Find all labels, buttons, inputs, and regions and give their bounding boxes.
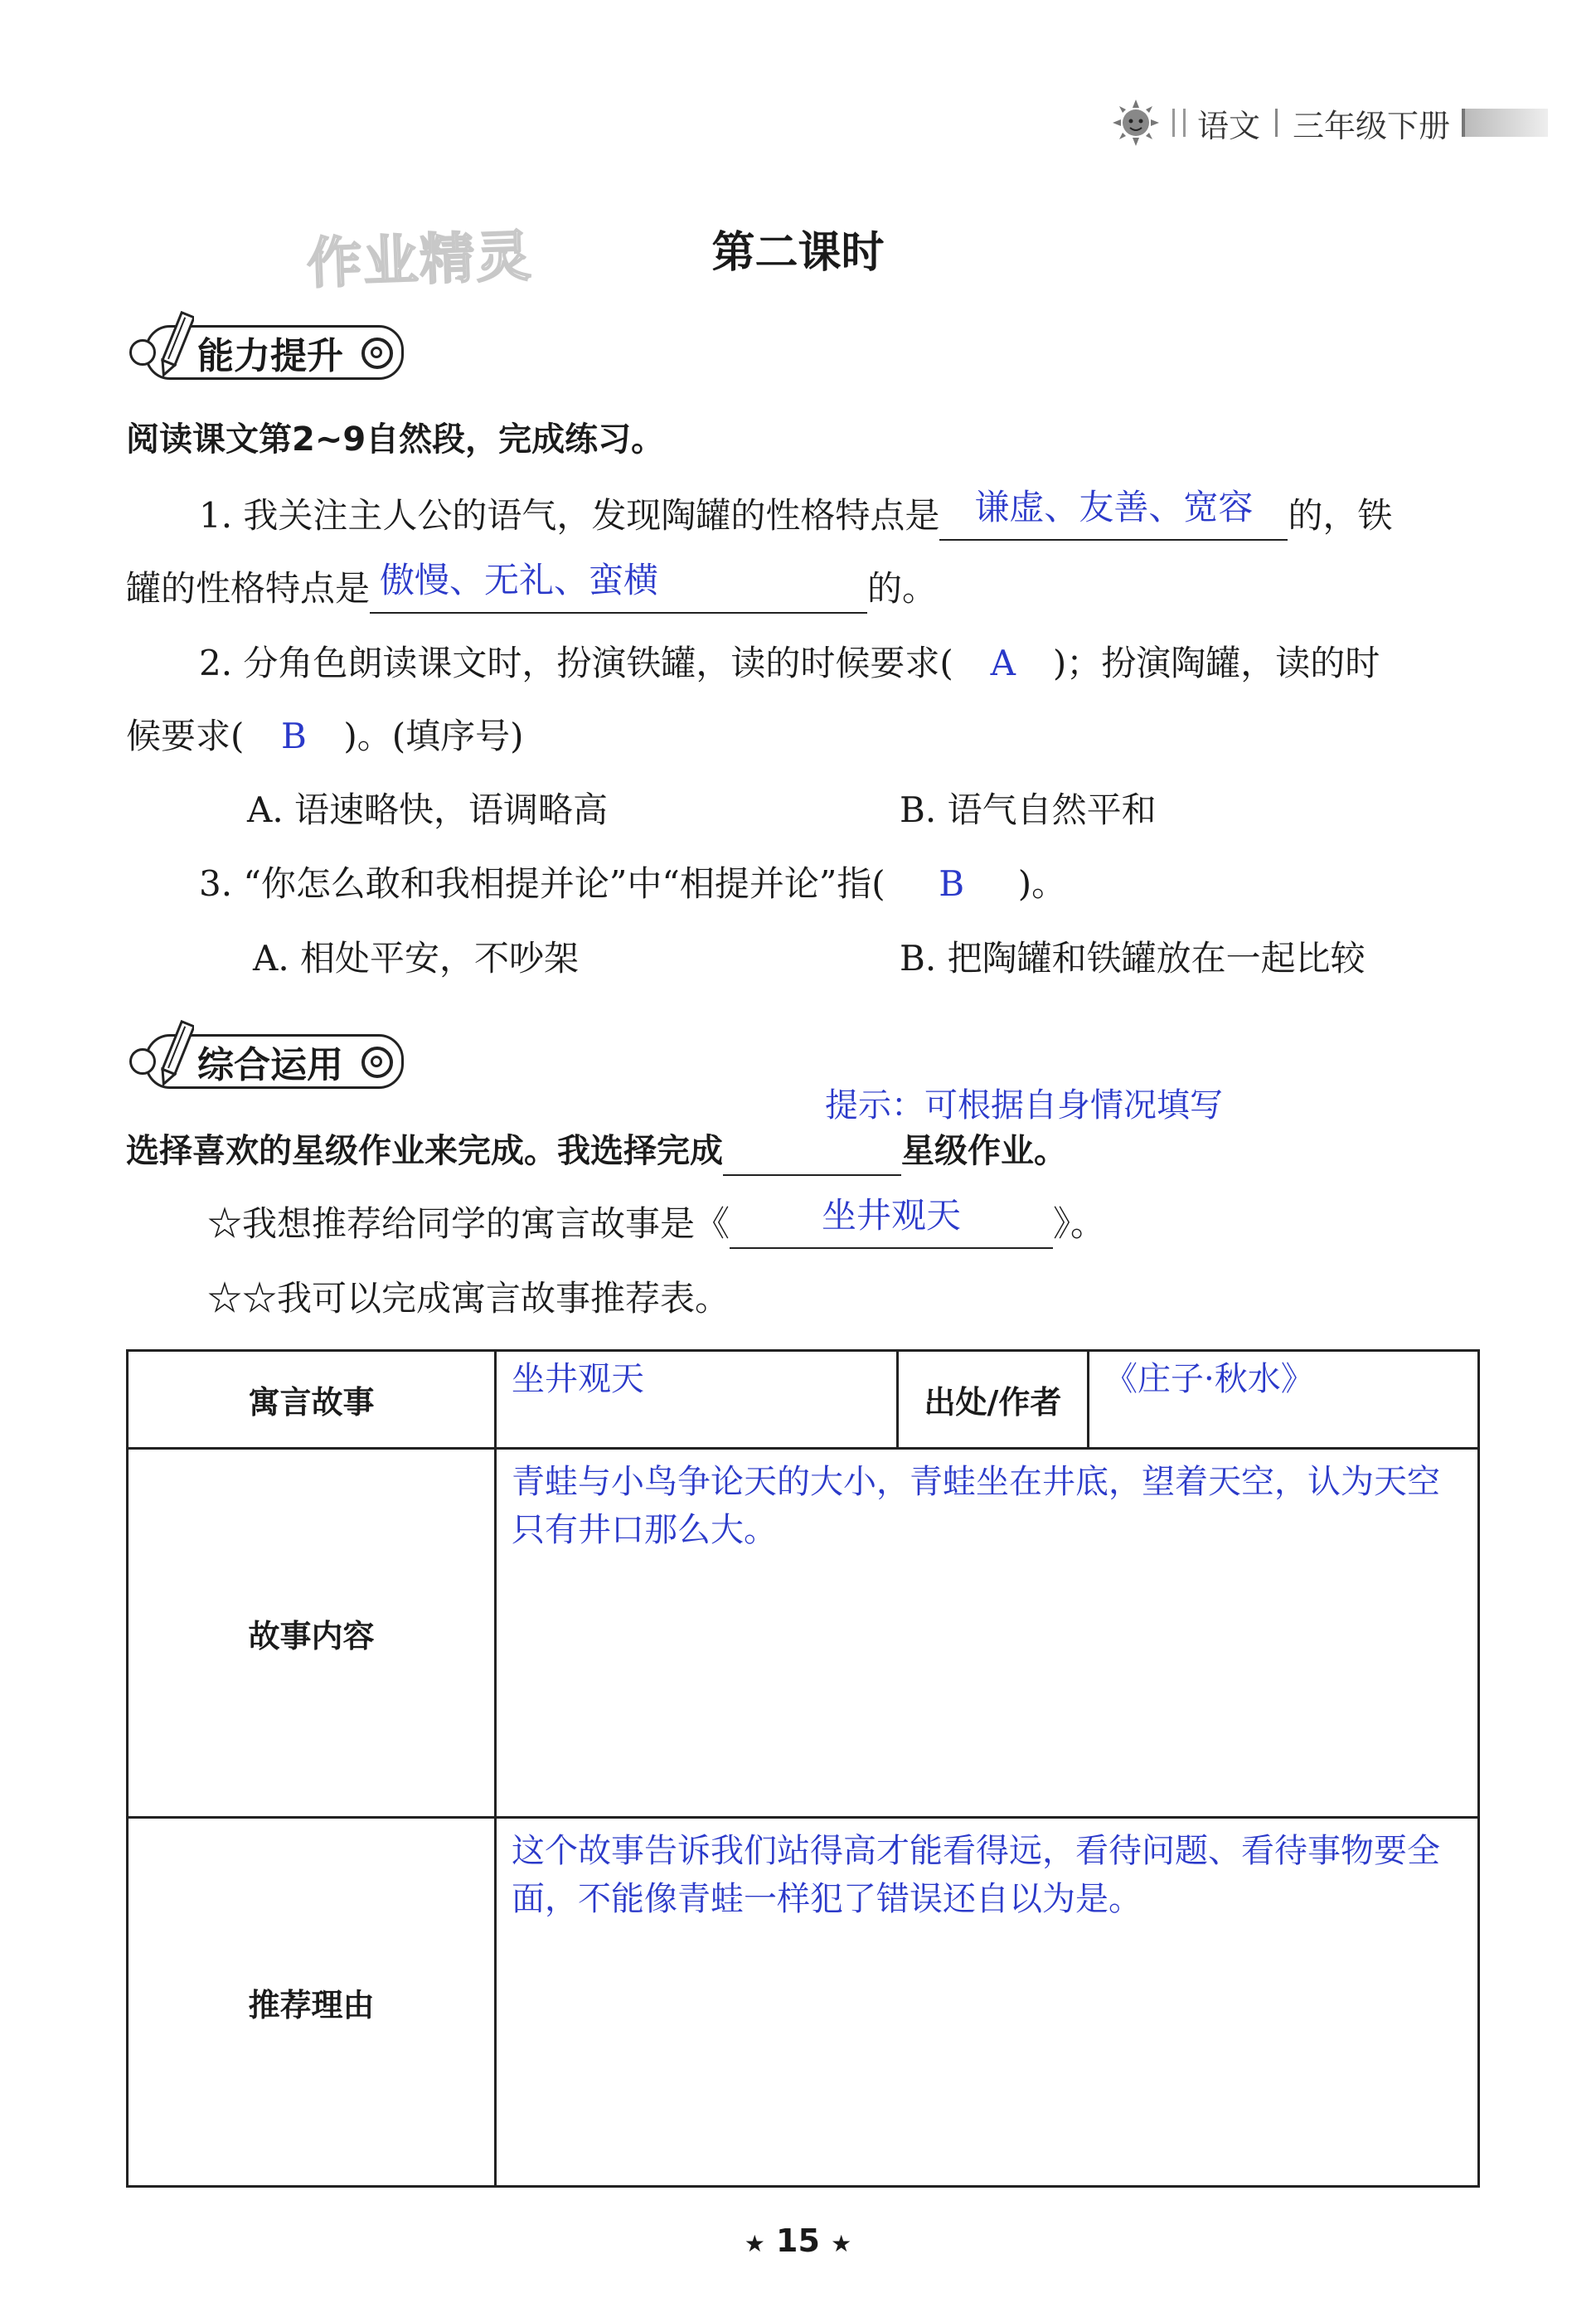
star1-pre: ☆我想推荐给同学的寓言故事是《 <box>207 1203 730 1244</box>
table-row <box>128 1818 1479 2187</box>
page-number: 15 <box>776 2222 820 2259</box>
q2-text-pre2: 候要求( <box>126 716 245 756</box>
q1-text-pre: 1. 我关注主人公的语气，发现陶罐的性格特点是 <box>199 495 940 536</box>
badge-ring <box>361 1047 393 1078</box>
q1-blank-1[interactable] <box>939 487 1288 541</box>
q2-option-b: B. 语气自然平和 <box>900 789 1157 830</box>
q2-answer-2[interactable]: B <box>280 716 307 756</box>
page-header <box>1111 98 1548 148</box>
q2-option-a: A. 语速略快，语调略高 <box>247 789 609 830</box>
header-grade: 三年级下册 <box>1293 107 1451 144</box>
question-3 <box>199 859 1066 909</box>
section1-instruction: 阅读课文第2~9自然段，完成练习。 <box>126 420 665 459</box>
q1-text-pre2: 罐的性格特点是 <box>126 568 371 609</box>
reason-label: 推荐理由 <box>128 1818 496 2187</box>
question-2-line-2 <box>126 712 524 761</box>
section2-instruction <box>126 1126 1067 1176</box>
source-value[interactable]: 《庄子·秋水》 <box>1089 1351 1479 1449</box>
q2-text-pre: 2. 分角色朗读课文时，扮演铁罐，读的时候要求( <box>199 643 953 683</box>
watermark: 作业精灵 <box>305 224 534 296</box>
q3-option-a: A. 相处平安，不吵架 <box>253 938 580 979</box>
q2-answer-1[interactable]: A <box>990 643 1016 683</box>
question-1-line-1 <box>199 487 1393 541</box>
q2-text-mid: )；扮演陶罐，读的时 <box>1052 643 1380 683</box>
section-badge-label: 能力提升 <box>197 335 343 377</box>
section-badge-label: 综合运用 <box>197 1044 343 1086</box>
q3-text-post: )。 <box>1017 863 1067 904</box>
page-title: 第二课时 <box>711 228 885 278</box>
table-row <box>128 1449 1479 1818</box>
source-label: 出处/作者 <box>898 1351 1089 1449</box>
star1-answer: 坐井观天 <box>822 1195 962 1236</box>
star1-post: 》。 <box>1053 1203 1106 1244</box>
star2-line: ☆☆我可以完成寓言故事推荐表。 <box>207 1278 730 1319</box>
q1-text-mid: 的，铁 <box>1288 495 1393 536</box>
sun-mascot-icon <box>1111 98 1161 148</box>
star-level-blank[interactable] <box>723 1131 901 1176</box>
question-2-line-1 <box>199 639 1380 688</box>
q1-blank-2[interactable] <box>370 560 867 614</box>
section-badge-ability <box>145 323 404 381</box>
hint-text: 提示：可根据自身情况填写 <box>825 1086 1223 1125</box>
story-label: 寓言故事 <box>128 1351 496 1449</box>
q3-text-pre: 3. “你怎么敢和我相提并论”中“相提并论”指( <box>199 863 885 904</box>
section-badge-comprehensive <box>145 1032 404 1091</box>
fable-recommendation-table <box>126 1349 1480 2188</box>
header-subject: 语文 <box>1197 107 1261 144</box>
page-footer <box>0 2222 1596 2259</box>
q1-answer-1: 谦虚、友善、宽容 <box>974 487 1254 527</box>
badge-hook <box>129 1048 156 1075</box>
q2-text-post: )。(填序号) <box>343 716 524 756</box>
badge-ring <box>361 338 393 369</box>
star-icon: ★ <box>831 2230 852 2257</box>
question-1-line-2 <box>126 560 938 614</box>
q3-option-b: B. 把陶罐和铁罐放在一起比较 <box>900 938 1366 979</box>
q3-answer[interactable]: B <box>939 863 965 904</box>
content-label: 故事内容 <box>128 1449 496 1818</box>
pencil-icon <box>158 309 194 381</box>
reason-value[interactable]: 这个故事告诉我们站得高才能看得远，看待问题、看待事物要全面，不能像青蛙一样犯了错误还自以为是。 <box>496 1818 1479 2187</box>
table-row <box>128 1351 1479 1449</box>
q1-answer-2: 傲慢、无礼、蛮横 <box>380 560 659 600</box>
header-separator <box>1275 109 1278 137</box>
pencil-icon <box>158 1018 194 1090</box>
q1-text-post: 的。 <box>867 568 938 609</box>
instruction-pre: 选择喜欢的星级作业来完成。我选择完成 <box>126 1132 723 1170</box>
header-divider <box>1172 109 1186 137</box>
story-value[interactable]: 坐井观天 <box>496 1351 898 1449</box>
header-gradient-bar <box>1462 109 1548 137</box>
star1-blank[interactable] <box>730 1195 1053 1249</box>
content-value[interactable]: 青蛙与小鸟争论天的大小，青蛙坐在井底，望着天空，认为天空只有井口那么大。 <box>496 1449 1479 1818</box>
star-icon: ★ <box>744 2230 765 2257</box>
instruction-post: 星级作业。 <box>901 1132 1067 1170</box>
badge-hook <box>129 339 156 366</box>
star1-line <box>207 1195 1106 1249</box>
